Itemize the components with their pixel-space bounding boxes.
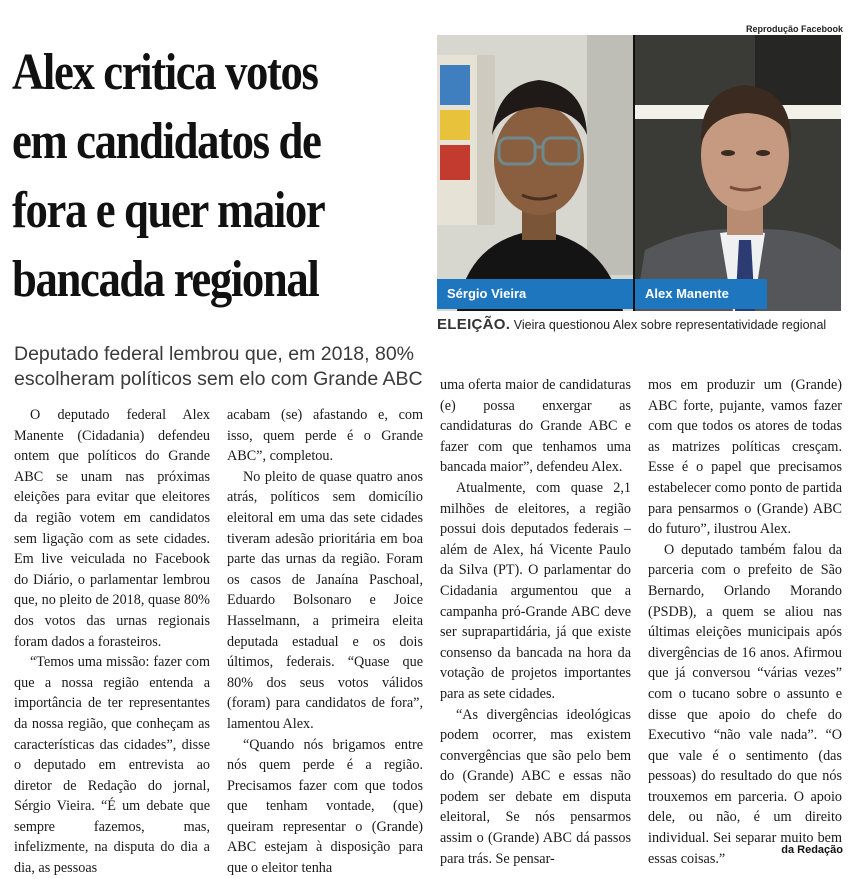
article-column-3	[440, 375, 631, 867]
article-column-4	[648, 375, 842, 867]
video-call-photo	[437, 35, 841, 311]
subhead-line: escolheram políticos sem elo com Grande ABC	[14, 368, 423, 390]
paragraph: No pleito de quase quatro anos atrás, políticos sem domicílio eleitoral em uma das sete cidades tiveram adesão prioritária em boa parte das urnas da região. Foram os casos de Janaína Paschoal, Eduardo Bolsonaro e Joice Hasselmann, a primeira eleita deputada estadual e os dois últimos, federais. “Quase que 80% dos seus votos válidos (foram) para candidatos de fora”, lamentou Alex.	[227, 468, 423, 732]
photo-panel-sergio	[437, 35, 633, 311]
paragraph: Atualmente, com quase 2,1 milhões de eleitores, a região possui dois deputados federais – além de Alex, há Vicente Paulo da Silva (PT). O parlamentar do Cidadania argumentou que a campanha pró-Grande ABC deve ser suprapartidária, já que existe consenso da bancada na hora da votação de projetos importantes para as sete cidades.	[440, 479, 631, 702]
paragraph: uma oferta maior de candidaturas (e) possa enxergar as candidaturas do Grande ABC e fazer com que tenhamos uma bancada maior”, defendeu Alex.	[440, 377, 631, 476]
caption-kicker: ELEIÇÃO.	[437, 316, 511, 333]
article-column-1	[14, 405, 210, 877]
headline-line: Alex critica votos	[12, 44, 318, 101]
alex-manente-image	[635, 35, 841, 311]
subhead-line: Deputado federal lembrou que, em 2018, 80%	[14, 343, 415, 365]
sergio-vieira-image	[437, 35, 633, 311]
paragraph: mos em produzir um (Grande) ABC forte, pujante, vamos fazer com que todos os atores de todas as matrizes políticas cresçam. Esse é o papel que precisamos estabelecer como ponto de partida para pensarmos o (Grande) ABC do futuro”, ilustrou Alex.	[648, 377, 842, 538]
headline-line: em candidatos de	[12, 113, 321, 170]
caption-text: Vieira questionou Alex sobre representatividade regional	[510, 318, 827, 332]
paragraph: O deputado também falou da parceria com o prefeito de São Bernardo, Orlando Morando (PSDB), a quem se aliou nas últimas eleições municipais após divergências de 16 anos. Afirmou que já conversou “várias vezes” com o tucano sobre o assunto e disse que apoio do chefe do Executivo “não vale nada”. “O que vale é o sentimento (das pessoas) do resultado do que nós trouxemos em parceria. O apoio dele, ou não, é um direito individual. Sei separar muito bem essas coisas.”	[648, 541, 842, 867]
headline-line: bancada regional	[12, 251, 319, 308]
paragraph: O deputado federal Alex Manente (Cidadania) defendeu ontem que políticos do Grande ABC se unam nas próximas eleições para evitar que eleitores da região votem em candidatos sem ligação com as sete cidades. Em live veiculada no Facebook do Diário, o parlamentar lembrou que, no pleito de 2018, quase 80% dos votos das urnas regionais foram dados a forasteiros.	[14, 407, 210, 650]
photo-caption	[437, 316, 847, 333]
paragraph: acabam (se) afastando e, com isso, quem perde é o Grande ABC”, completou.	[227, 407, 423, 465]
name-tag-alex: Alex Manente	[635, 279, 767, 309]
headline-line: fora e quer maior	[12, 182, 325, 239]
paragraph: “As divergências ideológicas podem ocorrer, mas existem convergências que são pelo bem do (Grande) ABC e essas não podem ser debate em disputa eleitoral, Se nós pensarmos assim o (Grande) ABC dá passos para trás. Se pensar-	[440, 706, 631, 867]
photo-credit: Reprodução Facebook	[745, 24, 843, 34]
photo-panel-alex	[635, 35, 841, 311]
article-column-2	[227, 405, 423, 877]
paragraph: “Temos uma missão: fazer com que a nossa região entenda a importância de ter representantes da nossa região, que conheçam as características das cidades”, disse o deputado em entrevista ao diretor de Redação do jornal, Sérgio Vieira. “É um debate que sempre fazemos, mas, infelizmente, na disputa do dia a dia, as pessoas	[14, 654, 210, 877]
subheadline	[14, 342, 434, 392]
name-tag-sergio: Sérgio Vieira	[437, 279, 633, 309]
headline	[12, 38, 360, 314]
paragraph: “Quando nós brigamos entre nós quem perde é a região. Precisamos fazer com que todos que tenham vontade, (que) queiram representar o (Grande) ABC estejam à disposição para que o eleitor tenha	[227, 736, 423, 877]
byline: da Redação	[781, 844, 843, 856]
